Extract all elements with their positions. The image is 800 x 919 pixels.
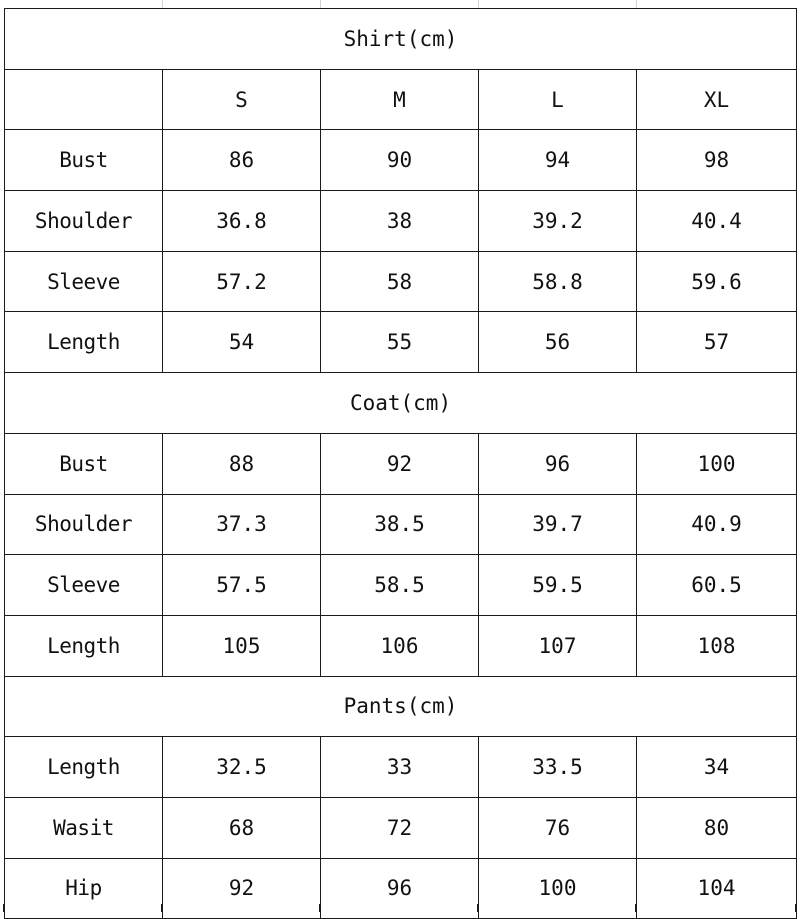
measurement-value: 58 — [321, 251, 479, 312]
measurement-label: Shoulder — [5, 494, 163, 555]
measurement-value: 105 — [163, 615, 321, 676]
measurement-value: 88 — [163, 433, 321, 494]
measurement-value: 58.8 — [479, 251, 637, 312]
table-row — [5, 251, 797, 312]
measurement-value: 39.7 — [479, 494, 637, 555]
measurement-value: 60.5 — [637, 555, 797, 616]
measurement-value: 106 — [321, 615, 479, 676]
measurement-value: 68 — [163, 797, 321, 858]
size-header-cell: L — [479, 69, 637, 130]
table-row — [5, 191, 797, 252]
measurement-value: 58.5 — [321, 555, 479, 616]
measurement-value: 96 — [479, 433, 637, 494]
measurement-value: 96 — [321, 858, 479, 919]
spreadsheet-grid-bottom — [0, 904, 800, 912]
measurement-label: Sleeve — [5, 251, 163, 312]
measurement-value: 100 — [479, 858, 637, 919]
measurement-value: 94 — [479, 130, 637, 191]
measurement-value: 108 — [637, 615, 797, 676]
section-header-row — [5, 373, 797, 434]
measurement-label: Sleeve — [5, 555, 163, 616]
measurement-value: 33.5 — [479, 737, 637, 798]
measurement-value: 92 — [163, 858, 321, 919]
size-header-cell: XL — [637, 69, 797, 130]
size-header-cell: M — [321, 69, 479, 130]
measurement-value: 59.6 — [637, 251, 797, 312]
measurement-value: 54 — [163, 312, 321, 373]
measurement-label: Length — [5, 615, 163, 676]
measurement-value: 34 — [637, 737, 797, 798]
measurement-label: Bust — [5, 433, 163, 494]
table-row — [5, 433, 797, 494]
measurement-value: 37.3 — [163, 494, 321, 555]
table-row — [5, 130, 797, 191]
measurement-value: 57.5 — [163, 555, 321, 616]
measurement-value: 104 — [637, 858, 797, 919]
table-row — [5, 555, 797, 616]
measurement-value: 98 — [637, 130, 797, 191]
measurement-label: Shoulder — [5, 191, 163, 252]
measurement-value: 40.4 — [637, 191, 797, 252]
size-header-corner — [5, 69, 163, 130]
section-header-row — [5, 676, 797, 737]
table-row — [5, 797, 797, 858]
measurement-value: 38.5 — [321, 494, 479, 555]
measurement-value: 76 — [479, 797, 637, 858]
table-row — [5, 312, 797, 373]
measurement-value: 90 — [321, 130, 479, 191]
table-row — [5, 615, 797, 676]
measurement-value: 39.2 — [479, 191, 637, 252]
section-title: Coat(cm) — [5, 373, 797, 434]
measurement-value: 40.9 — [637, 494, 797, 555]
measurement-label: Length — [5, 737, 163, 798]
measurement-value: 92 — [321, 433, 479, 494]
measurement-value: 86 — [163, 130, 321, 191]
measurement-value: 56 — [479, 312, 637, 373]
measurement-value: 107 — [479, 615, 637, 676]
size-chart-table — [4, 8, 797, 919]
section-title: Pants(cm) — [5, 676, 797, 737]
size-header-row — [5, 69, 797, 130]
table-row — [5, 494, 797, 555]
table-row — [5, 737, 797, 798]
measurement-value: 33 — [321, 737, 479, 798]
measurement-value: 36.8 — [163, 191, 321, 252]
section-title: Shirt(cm) — [5, 9, 797, 70]
section-header-row — [5, 9, 797, 70]
measurement-value: 80 — [637, 797, 797, 858]
measurement-label: Length — [5, 312, 163, 373]
measurement-label: Hip — [5, 858, 163, 919]
measurement-value: 59.5 — [479, 555, 637, 616]
measurement-value: 57.2 — [163, 251, 321, 312]
size-header-cell: S — [163, 69, 321, 130]
measurement-value: 72 — [321, 797, 479, 858]
measurement-value: 57 — [637, 312, 797, 373]
measurement-value: 32.5 — [163, 737, 321, 798]
measurement-value: 38 — [321, 191, 479, 252]
measurement-label: Wasit — [5, 797, 163, 858]
measurement-value: 55 — [321, 312, 479, 373]
spreadsheet-grid-top — [0, 0, 800, 8]
measurement-value: 100 — [637, 433, 797, 494]
measurement-label: Bust — [5, 130, 163, 191]
